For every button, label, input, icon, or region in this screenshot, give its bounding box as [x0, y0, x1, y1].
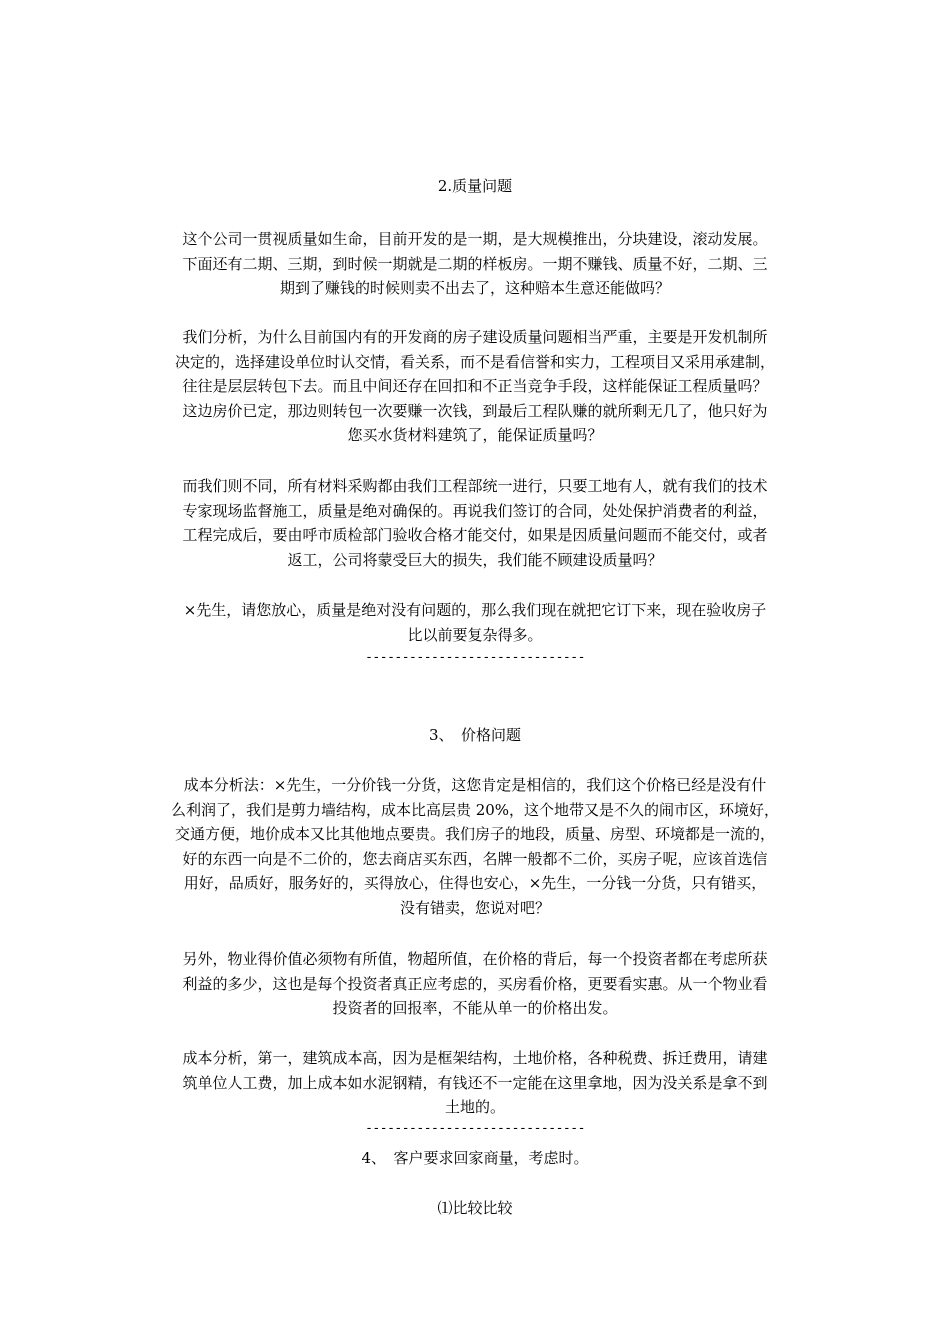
section-3-paragraph-3: [140, 1046, 810, 1120]
text-line: 么利润了，我们是剪力墙结构，成本比高层贵 20%，这个地带又是不久的闹市区，环境好，: [170, 800, 780, 819]
text-line: 利益的多少，这也是每个投资者真正应考虑的，买房看价格，更要看实惠。从一个物业看: [182, 974, 768, 993]
text-line: 工程完成后，要由呼市质检部门验收合格才能交付，如果是因质量问题而不能交付，或者: [182, 526, 768, 544]
text-line: 决定的，选择建设单位时认交情，看关系，而不是看信誉和实力，工程项目又采用承建制，: [174, 352, 775, 371]
text-line: ×先生，请您放心，质量是绝对没有问题的，那么我们现在就把它订下来，现在验收房子: [183, 601, 767, 619]
text-line: 下面还有二期、三期，到时候一期就是二期的样板房。一期不赚钱、质量不好，二期、三: [182, 254, 768, 273]
section-2-paragraph-1: [140, 227, 810, 301]
text-line: 投资者的回报率，不能从单一的价格出发。: [332, 999, 618, 1017]
text-line: 这边房价已定，那边则转包一次要赚一次钱，到最后工程队赚的就所剩无几了，他只好为: [182, 401, 768, 420]
section-2-title: 2.质量问题: [437, 177, 513, 195]
text-line: 期到了赚钱的时候则卖不出去了，这种赔本生意还能做吗？: [279, 279, 670, 297]
section-2-paragraph-2: [140, 325, 810, 448]
text-line: 另外，物业得价值必须物有所值，物超所值，在价格的背后，每一个投资者都在考虑所获: [182, 950, 768, 968]
text-line: 往往是层层转包下去。而且中间还存在回扣和不正当竞争手段，这样能保证工程质量吗？: [182, 377, 768, 395]
section-divider: ------------------------------: [365, 1121, 585, 1136]
text-line: 这个公司一贯视质量如生命，目前开发的是一期，是大规模推出，分块建设，滚动发展。: [182, 230, 768, 248]
text-line: 我们分析，为什么目前国内有的开发商的房子建设质量问题相当严重，主要是开发机制所: [182, 328, 768, 346]
text-line: 比以前要复杂得多。: [407, 625, 543, 644]
section-divider: ------------------------------: [365, 650, 585, 665]
text-line: 没有错卖，您说对吧？: [399, 898, 550, 917]
text-line: 好的东西一向是不二价的，您去商店买东西，名牌一般都不二价，买房子呢，应该首选信: [182, 849, 768, 868]
text-line: 成本分析法：×先生，一分价钱一分货，这您肯定是相信的，我们这个价格已经是没有什: [183, 776, 767, 794]
text-line: 成本分析，第一，建筑成本高，因为是框架结构，土地价格，各种税费、拆迁费用，请建: [182, 1049, 768, 1067]
section-3-title: 3、 价格问题: [428, 726, 522, 744]
text-line: 而我们则不同，所有材料采购都由我们工程部统一进行，只要工地有人，就有我们的技术: [182, 477, 768, 495]
text-line: 筑单位人工费，加上成本如水泥钢精，有钱还不一定能在这里拿地，因为没关系是拿不到: [182, 1073, 768, 1092]
section-4-subitem: ⑴比较比较: [437, 1199, 513, 1217]
text-line: 交通方便，地价成本又比其他地点要贵。我们房子的地段，质量、房型、环境都是一流的，: [174, 825, 775, 843]
text-line: 土地的。: [444, 1098, 505, 1116]
text-line: 用好，品质好，服务好的，买得放心，住得也安心，×先生，一分钱一分货，只有错买，: [183, 874, 767, 892]
section-3-paragraph-1: [140, 773, 810, 920]
section-2-paragraph-4: [140, 598, 810, 647]
text-line: 返工，公司将蒙受巨大的损失，我们能不顾建设质量吗？: [287, 550, 663, 569]
section-2-paragraph-3: [140, 474, 810, 572]
text-line: 专家现场监督施工，质量是绝对确保的。再说我们签订的合同，处处保护消费者的利益，: [182, 501, 768, 520]
section-3-paragraph-2: [140, 947, 810, 1021]
section-4-title: 4、 客户要求回家商量，考虑时。: [361, 1149, 589, 1167]
text-line: 您买水货材料建筑了，能保证质量吗？: [347, 426, 603, 444]
